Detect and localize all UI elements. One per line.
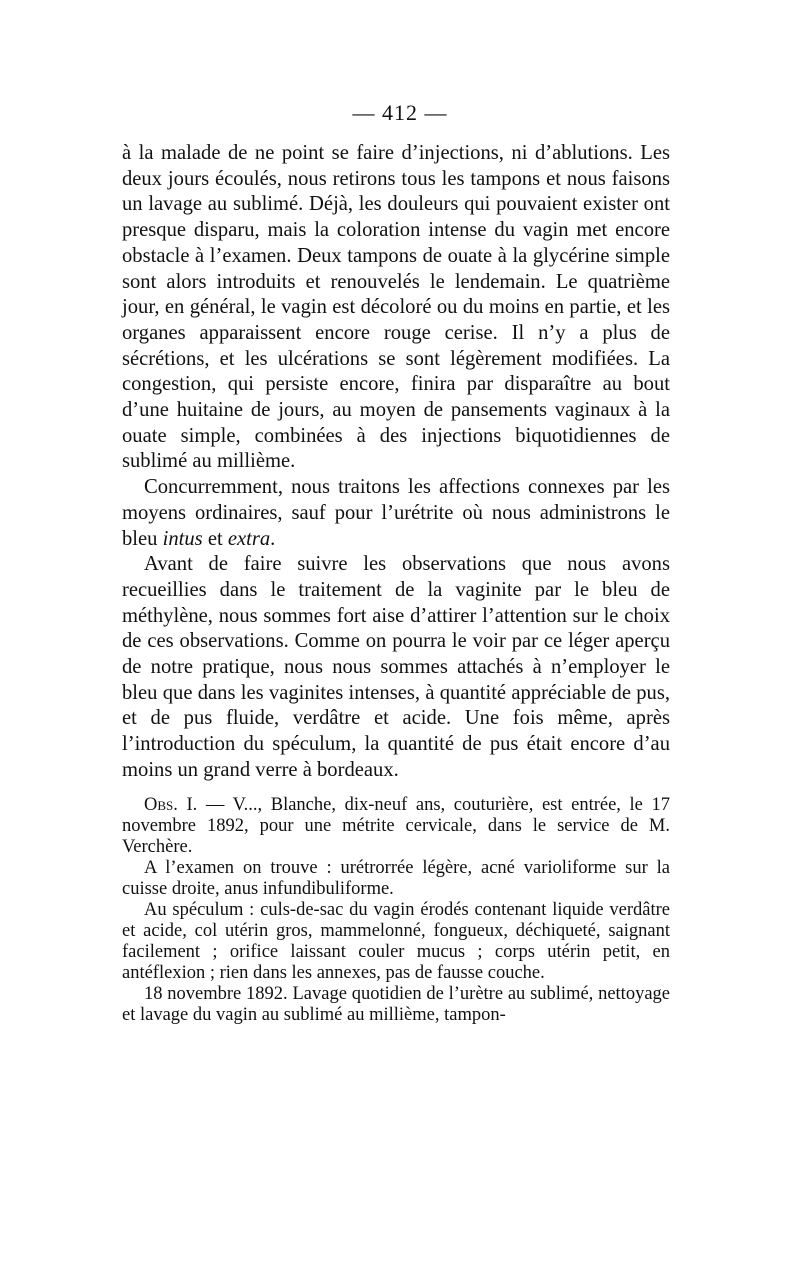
observation-date-text: Lavage quotidien de l’urètre au sublimé, nettoyage et lavage du vagin au sublimé au millième, tampon- xyxy=(122,984,670,1025)
observation-intro-text: — V..., Blanche, dix-neuf ans, couturière, est entrée, le 17 novembre 1892, pour une métrite cervicale, dans le service de M. Verchère. xyxy=(122,795,670,857)
extra-term: extra xyxy=(227,527,271,550)
observation-date: 18 novembre 1892. xyxy=(144,984,288,1004)
paragraph-2 xyxy=(122,475,670,552)
page-number: — 412 — xyxy=(352,100,448,125)
observation-date-entry xyxy=(122,984,670,1026)
observation-speculum: Au spéculum : culs-de-sac du vagin érodés contenant liquide verdâtre et acide, col utérin gros, mammelonné, fongueux, déchiqueté, saignant facilement ; orifice laissant couler mucus ; corps utérin petit, en antéflexion ; rien dans les annexes, pas de fausse couche. xyxy=(122,900,670,983)
observation-block xyxy=(122,795,670,1026)
main-text xyxy=(122,141,670,784)
paragraph-2-text: Concurremment, nous traitons les affections connexes par les moyens ordinaires, sauf pour l’urétrite où nous administrons le bleu xyxy=(122,476,670,550)
observation-exam: A l’examen on trouve : urétrorrée légère, acné varioliforme sur la cuisse droite, anus infundibuliforme. xyxy=(122,858,670,899)
paragraph-1: à la malade de ne point se faire d’injections, ni d’ablutions. Les deux jours écoulés, nous retirons tous les tampons et nous faisons un lavage au sublimé. Déjà, les douleurs qui pouvaient exister ont presque disparu, mais la coloration intense du vagin met encore obstacle à l’examen. Deux tampons de ouate à la glycérine simple sont alors introduits et renouvelés le lendemain. Le quatrième jour, en général, le vagin est décoloré ou du moins en partie, et les organes apparaissent encore rouge cerise. Il n’y a plus de sécrétions, et les ulcérations se sont légèrement modifiées. La congestion, qui persiste encore, finira par disparaître au bout d’une huitaine de jours, au moyen de pansements vaginaux à la ouate simple, combinées à des injections biquotidiennes de sublimé au millième. xyxy=(122,142,670,473)
observation-label: Obs. I. xyxy=(144,795,198,815)
conjunction: et xyxy=(202,527,228,550)
paragraph-3: Avant de faire suivre les observations que nous avons recueillies dans le traitement de la vaginite par le bleu de méthylène, nous sommes fort aise d’attirer l’attention sur le choix de ces observations. Comme on pourra le voir par ce léger aperçu de notre pratique, nous nous sommes attachés à n’employer le bleu que dans les vaginites intenses, à quantité appréciable de pus, et de pus fluide, verdâtre et acide. Une fois même, après l’introduction du spéculum, la quantité de pus était encore d’au moins un grand verre à bordeaux. xyxy=(122,553,670,781)
paragraph-2-end: . xyxy=(270,527,276,550)
intus-term: intus xyxy=(162,527,203,550)
observation-intro xyxy=(122,795,670,858)
